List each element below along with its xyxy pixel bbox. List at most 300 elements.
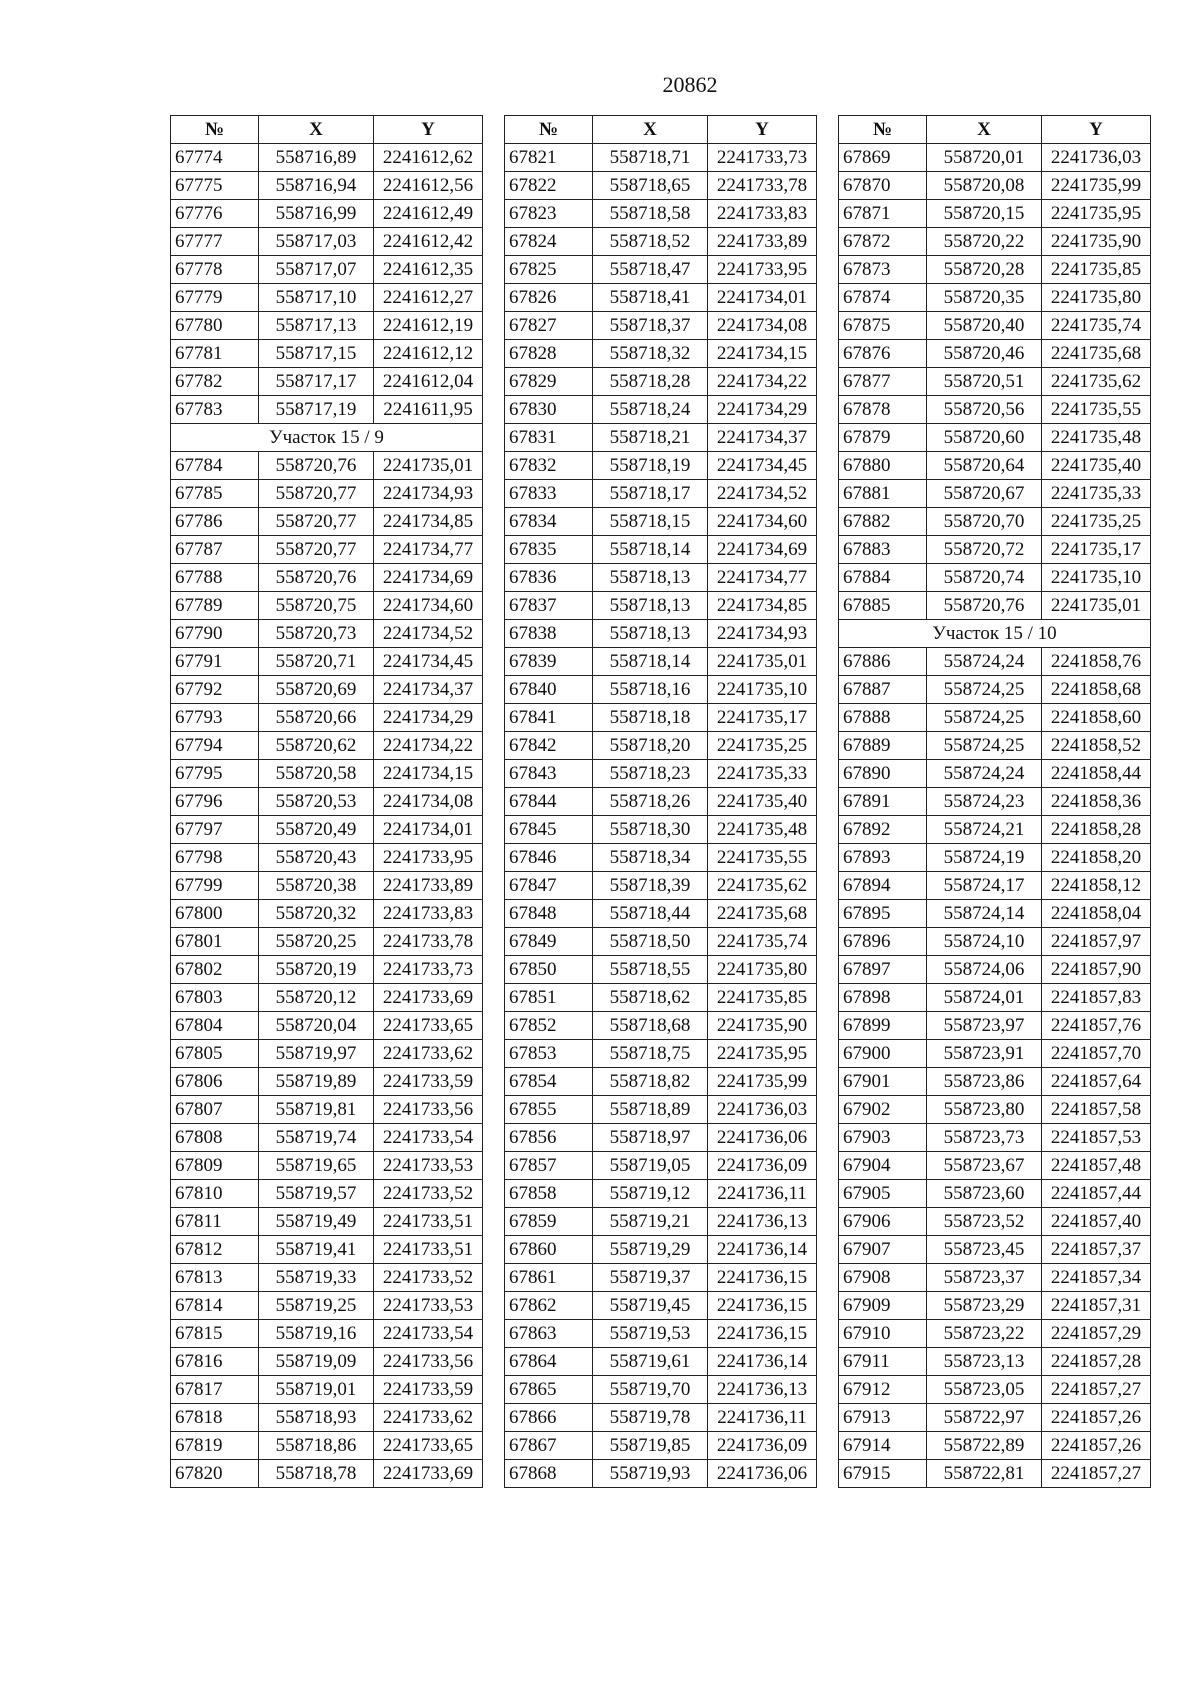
table-row xyxy=(839,788,1151,816)
y-coordinate: 2241733,51 xyxy=(374,1236,483,1264)
x-coordinate: 558719,01 xyxy=(259,1376,374,1404)
header-x: X xyxy=(593,116,708,144)
table-row xyxy=(839,1236,1151,1264)
y-coordinate: 2241733,89 xyxy=(708,228,817,256)
y-coordinate: 2241733,73 xyxy=(708,144,817,172)
point-number: 67831 xyxy=(505,424,593,452)
x-coordinate: 558719,37 xyxy=(593,1264,708,1292)
point-number: 67797 xyxy=(171,816,259,844)
point-number: 67913 xyxy=(839,1404,927,1432)
x-coordinate: 558720,73 xyxy=(259,620,374,648)
table-row xyxy=(839,396,1151,424)
x-coordinate: 558719,97 xyxy=(259,1040,374,1068)
y-coordinate: 2241736,03 xyxy=(1042,144,1151,172)
point-number: 67823 xyxy=(505,200,593,228)
point-number: 67912 xyxy=(839,1376,927,1404)
x-coordinate: 558720,74 xyxy=(927,564,1042,592)
table-row xyxy=(171,284,483,312)
x-coordinate: 558720,19 xyxy=(259,956,374,984)
table-row xyxy=(505,452,817,480)
x-coordinate: 558720,58 xyxy=(259,760,374,788)
y-coordinate: 2241735,40 xyxy=(1042,452,1151,480)
table-row xyxy=(505,1012,817,1040)
x-coordinate: 558720,56 xyxy=(927,396,1042,424)
x-coordinate: 558723,60 xyxy=(927,1180,1042,1208)
table-row xyxy=(171,844,483,872)
table-row xyxy=(839,648,1151,676)
x-coordinate: 558720,76 xyxy=(927,592,1042,620)
y-coordinate: 2241612,49 xyxy=(374,200,483,228)
y-coordinate: 2241857,53 xyxy=(1042,1124,1151,1152)
point-number: 67834 xyxy=(505,508,593,536)
x-coordinate: 558724,14 xyxy=(927,900,1042,928)
x-coordinate: 558719,53 xyxy=(593,1320,708,1348)
x-coordinate: 558720,60 xyxy=(927,424,1042,452)
point-number: 67869 xyxy=(839,144,927,172)
table-row xyxy=(171,340,483,368)
point-number: 67867 xyxy=(505,1432,593,1460)
x-coordinate: 558716,94 xyxy=(259,172,374,200)
y-coordinate: 2241857,34 xyxy=(1042,1264,1151,1292)
table-header-row xyxy=(171,116,483,144)
y-coordinate: 2241733,95 xyxy=(708,256,817,284)
table-row xyxy=(505,620,817,648)
table-row xyxy=(505,1376,817,1404)
point-number: 67906 xyxy=(839,1208,927,1236)
x-coordinate: 558722,89 xyxy=(927,1432,1042,1460)
point-number: 67902 xyxy=(839,1096,927,1124)
x-coordinate: 558718,75 xyxy=(593,1040,708,1068)
table-row xyxy=(505,732,817,760)
header-y: Y xyxy=(374,116,483,144)
table-row xyxy=(505,984,817,1012)
point-number: 67904 xyxy=(839,1152,927,1180)
y-coordinate: 2241735,68 xyxy=(708,900,817,928)
point-number: 67915 xyxy=(839,1460,927,1488)
table-row xyxy=(505,1460,817,1488)
y-coordinate: 2241734,29 xyxy=(708,396,817,424)
table-row xyxy=(505,1404,817,1432)
y-coordinate: 2241733,65 xyxy=(374,1012,483,1040)
table-row xyxy=(839,508,1151,536)
y-coordinate: 2241858,68 xyxy=(1042,676,1151,704)
point-number: 67808 xyxy=(171,1124,259,1152)
x-coordinate: 558719,85 xyxy=(593,1432,708,1460)
point-number: 67791 xyxy=(171,648,259,676)
table-row xyxy=(839,592,1151,620)
y-coordinate: 2241733,52 xyxy=(374,1180,483,1208)
table-row xyxy=(839,732,1151,760)
x-coordinate: 558719,16 xyxy=(259,1320,374,1348)
table-row xyxy=(839,1460,1151,1488)
x-coordinate: 558724,01 xyxy=(927,984,1042,1012)
x-coordinate: 558720,08 xyxy=(927,172,1042,200)
point-number: 67860 xyxy=(505,1236,593,1264)
x-coordinate: 558718,97 xyxy=(593,1124,708,1152)
table-row xyxy=(171,1012,483,1040)
y-coordinate: 2241857,64 xyxy=(1042,1068,1151,1096)
x-coordinate: 558720,40 xyxy=(927,312,1042,340)
y-coordinate: 2241734,08 xyxy=(708,312,817,340)
y-coordinate: 2241735,48 xyxy=(1042,424,1151,452)
point-number: 67861 xyxy=(505,1264,593,1292)
x-coordinate: 558720,01 xyxy=(927,144,1042,172)
y-coordinate: 2241733,89 xyxy=(374,872,483,900)
x-coordinate: 558718,65 xyxy=(593,172,708,200)
y-coordinate: 2241735,55 xyxy=(708,844,817,872)
point-number: 67777 xyxy=(171,228,259,256)
table-row xyxy=(171,1264,483,1292)
x-coordinate: 558720,38 xyxy=(259,872,374,900)
section-row xyxy=(839,620,1151,648)
x-coordinate: 558719,65 xyxy=(259,1152,374,1180)
y-coordinate: 2241735,95 xyxy=(708,1040,817,1068)
x-coordinate: 558723,05 xyxy=(927,1376,1042,1404)
table-row xyxy=(839,200,1151,228)
x-coordinate: 558722,81 xyxy=(927,1460,1042,1488)
table-row xyxy=(505,956,817,984)
table-row xyxy=(171,480,483,508)
point-number: 67784 xyxy=(171,452,259,480)
y-coordinate: 2241733,62 xyxy=(374,1404,483,1432)
point-number: 67846 xyxy=(505,844,593,872)
point-number: 67907 xyxy=(839,1236,927,1264)
x-coordinate: 558718,55 xyxy=(593,956,708,984)
y-coordinate: 2241736,15 xyxy=(708,1320,817,1348)
table-row xyxy=(505,928,817,956)
point-number: 67898 xyxy=(839,984,927,1012)
x-coordinate: 558718,26 xyxy=(593,788,708,816)
table-row xyxy=(839,1376,1151,1404)
x-coordinate: 558718,50 xyxy=(593,928,708,956)
x-coordinate: 558720,22 xyxy=(927,228,1042,256)
x-coordinate: 558720,72 xyxy=(927,536,1042,564)
table-row xyxy=(839,1124,1151,1152)
table-row xyxy=(839,1180,1151,1208)
point-number: 67833 xyxy=(505,480,593,508)
y-coordinate: 2241734,37 xyxy=(374,676,483,704)
table-row xyxy=(171,1292,483,1320)
table-row xyxy=(839,312,1151,340)
point-number: 67785 xyxy=(171,480,259,508)
y-coordinate: 2241734,29 xyxy=(374,704,483,732)
x-coordinate: 558718,52 xyxy=(593,228,708,256)
x-coordinate: 558718,24 xyxy=(593,396,708,424)
table-row xyxy=(505,676,817,704)
table-row xyxy=(171,1040,483,1068)
table-row xyxy=(171,144,483,172)
point-number: 67799 xyxy=(171,872,259,900)
y-coordinate: 2241734,52 xyxy=(708,480,817,508)
x-coordinate: 558720,64 xyxy=(927,452,1042,480)
x-coordinate: 558718,34 xyxy=(593,844,708,872)
point-number: 67837 xyxy=(505,592,593,620)
x-coordinate: 558723,45 xyxy=(927,1236,1042,1264)
point-number: 67816 xyxy=(171,1348,259,1376)
table-row xyxy=(505,1040,817,1068)
point-number: 67839 xyxy=(505,648,593,676)
table-row xyxy=(505,1348,817,1376)
y-coordinate: 2241733,78 xyxy=(374,928,483,956)
point-number: 67892 xyxy=(839,816,927,844)
y-coordinate: 2241735,95 xyxy=(1042,200,1151,228)
point-number: 67783 xyxy=(171,396,259,424)
y-coordinate: 2241733,54 xyxy=(374,1320,483,1348)
point-number: 67795 xyxy=(171,760,259,788)
x-coordinate: 558718,20 xyxy=(593,732,708,760)
point-number: 67909 xyxy=(839,1292,927,1320)
x-coordinate: 558720,43 xyxy=(259,844,374,872)
y-coordinate: 2241612,04 xyxy=(374,368,483,396)
y-coordinate: 2241857,37 xyxy=(1042,1236,1151,1264)
x-coordinate: 558718,58 xyxy=(593,200,708,228)
y-coordinate: 2241733,83 xyxy=(374,900,483,928)
point-number: 67899 xyxy=(839,1012,927,1040)
table-row xyxy=(171,1432,483,1460)
table-row xyxy=(171,1460,483,1488)
table-row xyxy=(839,564,1151,592)
section-row xyxy=(171,424,483,452)
table-row xyxy=(505,1236,817,1264)
table-row xyxy=(505,1292,817,1320)
table-row xyxy=(505,508,817,536)
x-coordinate: 558724,06 xyxy=(927,956,1042,984)
y-coordinate: 2241735,10 xyxy=(1042,564,1151,592)
y-coordinate: 2241735,01 xyxy=(1042,592,1151,620)
point-number: 67782 xyxy=(171,368,259,396)
y-coordinate: 2241736,15 xyxy=(708,1264,817,1292)
y-coordinate: 2241736,06 xyxy=(708,1124,817,1152)
point-number: 67803 xyxy=(171,984,259,1012)
point-number: 67908 xyxy=(839,1264,927,1292)
point-number: 67832 xyxy=(505,452,593,480)
table-row xyxy=(505,1208,817,1236)
table-row xyxy=(505,200,817,228)
table-row xyxy=(171,396,483,424)
table-row xyxy=(505,1320,817,1348)
table-row xyxy=(505,312,817,340)
y-coordinate: 2241858,12 xyxy=(1042,872,1151,900)
point-number: 67903 xyxy=(839,1124,927,1152)
y-coordinate: 2241612,27 xyxy=(374,284,483,312)
table-row xyxy=(171,1348,483,1376)
point-number: 67828 xyxy=(505,340,593,368)
y-coordinate: 2241734,22 xyxy=(374,732,483,760)
x-coordinate: 558720,71 xyxy=(259,648,374,676)
y-coordinate: 2241734,93 xyxy=(708,620,817,648)
x-coordinate: 558718,30 xyxy=(593,816,708,844)
table-row xyxy=(505,480,817,508)
x-coordinate: 558719,05 xyxy=(593,1152,708,1180)
point-number: 67806 xyxy=(171,1068,259,1096)
table-row xyxy=(171,452,483,480)
y-coordinate: 2241858,36 xyxy=(1042,788,1151,816)
table-row xyxy=(839,1096,1151,1124)
x-coordinate: 558724,21 xyxy=(927,816,1042,844)
table-row xyxy=(171,256,483,284)
x-coordinate: 558718,71 xyxy=(593,144,708,172)
y-coordinate: 2241858,60 xyxy=(1042,704,1151,732)
x-coordinate: 558718,28 xyxy=(593,368,708,396)
table-row xyxy=(505,256,817,284)
table-row xyxy=(839,256,1151,284)
x-coordinate: 558720,77 xyxy=(259,480,374,508)
y-coordinate: 2241733,95 xyxy=(374,844,483,872)
table-row xyxy=(505,760,817,788)
table-row xyxy=(839,1012,1151,1040)
point-number: 67780 xyxy=(171,312,259,340)
point-number: 67815 xyxy=(171,1320,259,1348)
y-coordinate: 2241733,69 xyxy=(374,1460,483,1488)
table-row xyxy=(171,564,483,592)
x-coordinate: 558724,25 xyxy=(927,732,1042,760)
y-coordinate: 2241733,56 xyxy=(374,1096,483,1124)
section-title: Участок 15 / 9 xyxy=(171,424,483,452)
point-number: 67811 xyxy=(171,1208,259,1236)
table-row xyxy=(171,1068,483,1096)
y-coordinate: 2241857,70 xyxy=(1042,1040,1151,1068)
table-row xyxy=(171,228,483,256)
point-number: 67858 xyxy=(505,1180,593,1208)
table-row xyxy=(505,844,817,872)
y-coordinate: 2241735,85 xyxy=(708,984,817,1012)
point-number: 67887 xyxy=(839,676,927,704)
point-number: 67888 xyxy=(839,704,927,732)
point-number: 67781 xyxy=(171,340,259,368)
x-coordinate: 558724,24 xyxy=(927,760,1042,788)
point-number: 67807 xyxy=(171,1096,259,1124)
table-row xyxy=(839,900,1151,928)
table-row xyxy=(839,956,1151,984)
table-row xyxy=(171,1096,483,1124)
table-row xyxy=(839,844,1151,872)
point-number: 67796 xyxy=(171,788,259,816)
table-row xyxy=(839,228,1151,256)
y-coordinate: 2241736,06 xyxy=(708,1460,817,1488)
y-coordinate: 2241735,80 xyxy=(1042,284,1151,312)
table-row xyxy=(839,704,1151,732)
point-number: 67891 xyxy=(839,788,927,816)
y-coordinate: 2241733,51 xyxy=(374,1208,483,1236)
x-coordinate: 558723,22 xyxy=(927,1320,1042,1348)
point-number: 67894 xyxy=(839,872,927,900)
point-number: 67852 xyxy=(505,1012,593,1040)
table-row xyxy=(839,172,1151,200)
point-number: 67798 xyxy=(171,844,259,872)
x-coordinate: 558718,82 xyxy=(593,1068,708,1096)
point-number: 67835 xyxy=(505,536,593,564)
x-coordinate: 558718,14 xyxy=(593,648,708,676)
header-y: Y xyxy=(1042,116,1151,144)
table-row xyxy=(171,900,483,928)
point-number: 67871 xyxy=(839,200,927,228)
y-coordinate: 2241857,26 xyxy=(1042,1404,1151,1432)
x-coordinate: 558716,99 xyxy=(259,200,374,228)
y-coordinate: 2241734,22 xyxy=(708,368,817,396)
header-x: X xyxy=(927,116,1042,144)
point-number: 67821 xyxy=(505,144,593,172)
point-number: 67884 xyxy=(839,564,927,592)
x-coordinate: 558720,75 xyxy=(259,592,374,620)
y-coordinate: 2241736,03 xyxy=(708,1096,817,1124)
x-coordinate: 558719,12 xyxy=(593,1180,708,1208)
point-number: 67874 xyxy=(839,284,927,312)
table-row xyxy=(171,676,483,704)
x-coordinate: 558720,66 xyxy=(259,704,374,732)
point-number: 67879 xyxy=(839,424,927,452)
y-coordinate: 2241734,45 xyxy=(374,648,483,676)
point-number: 67845 xyxy=(505,816,593,844)
y-coordinate: 2241733,56 xyxy=(374,1348,483,1376)
x-coordinate: 558718,47 xyxy=(593,256,708,284)
point-number: 67886 xyxy=(839,648,927,676)
point-number: 67817 xyxy=(171,1376,259,1404)
x-coordinate: 558717,15 xyxy=(259,340,374,368)
point-number: 67786 xyxy=(171,508,259,536)
x-coordinate: 558718,15 xyxy=(593,508,708,536)
table-row xyxy=(505,900,817,928)
y-coordinate: 2241733,83 xyxy=(708,200,817,228)
x-coordinate: 558719,33 xyxy=(259,1264,374,1292)
y-coordinate: 2241734,85 xyxy=(708,592,817,620)
point-number: 67862 xyxy=(505,1292,593,1320)
y-coordinate: 2241735,80 xyxy=(708,956,817,984)
table-row xyxy=(505,228,817,256)
y-coordinate: 2241857,31 xyxy=(1042,1292,1151,1320)
y-coordinate: 2241612,19 xyxy=(374,312,483,340)
point-number: 67880 xyxy=(839,452,927,480)
table-row xyxy=(505,396,817,424)
x-coordinate: 558717,13 xyxy=(259,312,374,340)
point-number: 67830 xyxy=(505,396,593,424)
y-coordinate: 2241857,83 xyxy=(1042,984,1151,1012)
point-number: 67857 xyxy=(505,1152,593,1180)
y-coordinate: 2241733,52 xyxy=(374,1264,483,1292)
y-coordinate: 2241733,53 xyxy=(374,1152,483,1180)
point-number: 67804 xyxy=(171,1012,259,1040)
y-coordinate: 2241857,27 xyxy=(1042,1376,1151,1404)
table-header-row xyxy=(839,116,1151,144)
table-row xyxy=(505,424,817,452)
y-coordinate: 2241736,09 xyxy=(708,1432,817,1460)
table-row xyxy=(839,340,1151,368)
x-coordinate: 558718,13 xyxy=(593,564,708,592)
y-coordinate: 2241735,55 xyxy=(1042,396,1151,424)
page-number: 20862 xyxy=(662,72,718,97)
x-coordinate: 558718,19 xyxy=(593,452,708,480)
y-coordinate: 2241733,59 xyxy=(374,1376,483,1404)
point-number: 67819 xyxy=(171,1432,259,1460)
point-number: 67812 xyxy=(171,1236,259,1264)
point-number: 67788 xyxy=(171,564,259,592)
x-coordinate: 558718,13 xyxy=(593,620,708,648)
x-coordinate: 558723,86 xyxy=(927,1068,1042,1096)
point-number: 67776 xyxy=(171,200,259,228)
table-row xyxy=(505,368,817,396)
point-number: 67813 xyxy=(171,1264,259,1292)
y-coordinate: 2241734,69 xyxy=(374,564,483,592)
point-number: 67883 xyxy=(839,536,927,564)
table-row xyxy=(171,1208,483,1236)
point-number: 67820 xyxy=(171,1460,259,1488)
y-coordinate: 2241857,90 xyxy=(1042,956,1151,984)
table-row xyxy=(505,1432,817,1460)
coordinate-table xyxy=(504,115,817,1488)
point-number: 67866 xyxy=(505,1404,593,1432)
table-row xyxy=(505,340,817,368)
y-coordinate: 2241733,78 xyxy=(708,172,817,200)
point-number: 67856 xyxy=(505,1124,593,1152)
